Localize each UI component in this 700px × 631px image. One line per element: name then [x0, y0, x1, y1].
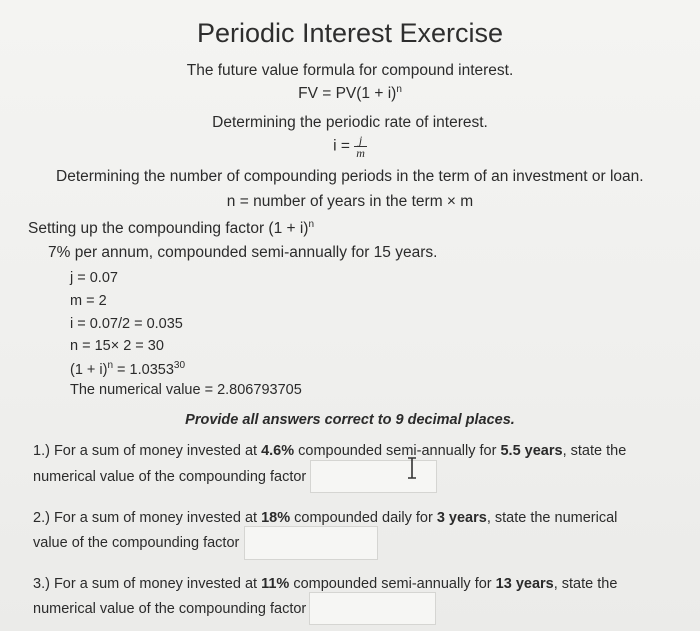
- q1-suffix: , state the: [562, 443, 627, 459]
- example-line-j: j = 0.07: [70, 270, 118, 286]
- rate-fraction: [354, 134, 367, 159]
- example-line-m: m = 2: [70, 293, 107, 309]
- q2-rate: 18%: [261, 510, 291, 526]
- rate-caption: Determining the periodic rate of interest.: [212, 114, 488, 131]
- factor-lhs: (1 + i): [70, 362, 108, 378]
- text-cursor-icon: [405, 457, 419, 479]
- example-line-n: n = 15× 2 = 30: [70, 338, 164, 354]
- q1-mid: compounded semi-annually for: [294, 443, 501, 459]
- rate-fraction-denominator: m: [356, 146, 365, 160]
- instruction: Provide all answers correct to 9 decimal places.: [185, 412, 515, 428]
- q3-suffix: , state the: [553, 576, 618, 592]
- q2-prefix: 2.) For a sum of money invested at: [33, 510, 262, 526]
- factor-exponent-n: n: [107, 360, 114, 371]
- q2-mid: compounded daily for: [290, 510, 437, 526]
- rate-fraction-numerator: j: [354, 134, 367, 147]
- question-2-answer-input[interactable]: [244, 526, 378, 560]
- example-heading-exponent: n: [308, 219, 315, 230]
- fv-caption: The future value formula for compound interest.: [186, 62, 514, 79]
- question-3-line-1: [33, 576, 617, 592]
- rate-formula: [0, 134, 700, 159]
- example-line-i: i = 0.07/2 = 0.035: [70, 316, 183, 332]
- q2-suffix: , state the numerical: [486, 510, 618, 526]
- q3-rate: 11%: [261, 576, 290, 592]
- periods-formula: n = number of years in the term × m: [226, 193, 474, 210]
- question-3-answer-input[interactable]: [309, 592, 436, 625]
- q3-years: 13 years: [495, 576, 554, 592]
- question-2-line-2: value of the compounding factor: [33, 535, 240, 551]
- page-title: Periodic Interest Exercise: [196, 18, 504, 48]
- fv-formula-text: FV = PV(1 + i): [298, 85, 397, 102]
- question-1-line-2: numerical value of the compounding factor: [33, 469, 307, 485]
- example-heading-text: Setting up the compounding factor (1 + i): [28, 220, 309, 237]
- periods-caption: Determining the number of compounding periods in the term of an investment or loan.: [56, 168, 644, 185]
- example-line-value: The numerical value = 2.806793705: [70, 382, 302, 398]
- q3-prefix: 3.) For a sum of money invested at: [33, 576, 262, 592]
- example-subheading: 7% per annum, compounded semi-annually for 15 years.: [48, 244, 438, 261]
- q1-rate: 4.6%: [261, 443, 295, 459]
- q3-mid: compounded semi-annually for: [289, 576, 496, 592]
- factor-exponent-30: 30: [173, 360, 186, 371]
- fv-formula-exponent: n: [396, 84, 402, 95]
- question-2-line-1: [33, 510, 617, 526]
- question-1-line-1: [33, 443, 626, 459]
- factor-base: = 1.0353: [113, 362, 174, 378]
- q2-years: 3 years: [436, 510, 487, 526]
- q1-prefix: 1.) For a sum of money invested at: [33, 443, 262, 459]
- example-heading: [28, 219, 314, 238]
- rate-formula-lhs: i =: [333, 137, 350, 155]
- example-line-factor: [70, 360, 185, 378]
- fv-formula: [0, 84, 700, 103]
- question-3-line-2: numerical value of the compounding factor: [33, 601, 307, 617]
- q1-years: 5.5 years: [500, 443, 563, 459]
